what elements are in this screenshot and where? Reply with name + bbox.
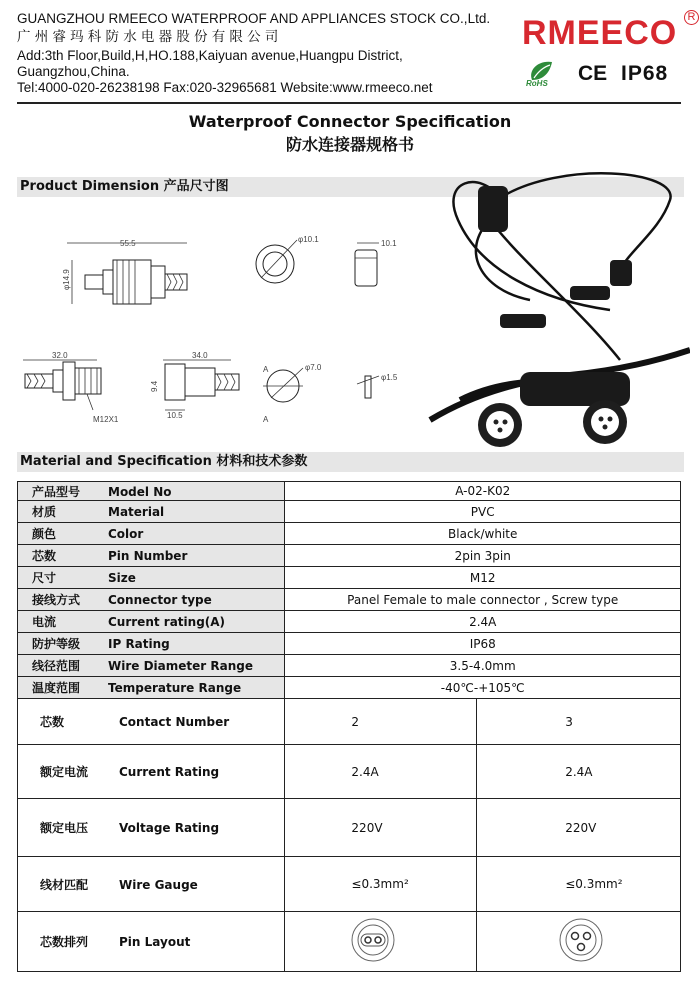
dim-m12x1: M12X1 (93, 415, 119, 424)
dim-34-0: 34.0 (192, 351, 208, 360)
spec-label (18, 589, 285, 611)
pin-label-cn: 芯数排列 (40, 935, 89, 949)
address-line-2: Guangzhou,China. (17, 64, 130, 79)
spec-value: 2.4A (285, 611, 681, 633)
pin-value-3pin (477, 912, 681, 972)
dimension-drawings (17, 200, 417, 440)
spec-label (18, 501, 285, 523)
cap-view (355, 239, 397, 286)
pin-value-3pin: 220V (477, 799, 681, 857)
spec-row (18, 501, 681, 523)
section-a-top: A (263, 365, 269, 374)
spec-row (18, 482, 681, 501)
spec-label (18, 611, 285, 633)
spec-label (18, 482, 285, 501)
pin-row (18, 745, 681, 799)
pin-label (18, 912, 285, 972)
spec-label-en: IP Rating (108, 637, 170, 651)
spec-label-cn: 温度范围 (32, 681, 81, 695)
spec-label-en: Color (108, 527, 144, 541)
ce-mark: CE (578, 62, 608, 85)
section-dimension: Product Dimension 产品尺寸图 (17, 177, 684, 197)
dim-9-4: 9.4 (150, 380, 159, 392)
pin-label-en: Current Rating (119, 765, 220, 779)
spec-label-cn: 接线方式 (32, 593, 81, 607)
ip68-mark: IP68 (621, 62, 669, 85)
spec-label-cn: 材质 (32, 505, 57, 519)
registered-mark: R (684, 10, 699, 25)
spec-value: PVC (285, 501, 681, 523)
dim-10-5: 10.5 (167, 411, 183, 420)
spec-label-cn: 芯数 (32, 549, 57, 563)
contact-line: Tel:4000-020-26238198 Fax:020-32965681 Website:www.rmeeco.net (17, 80, 433, 95)
section-a-bottom: A (263, 415, 269, 424)
spec-value: A-02-K02 (285, 482, 681, 501)
pin-label (18, 799, 285, 857)
doc-title-cn: 防水连接器规格书 (285, 135, 414, 154)
rohs-label: RoHS (526, 79, 548, 88)
pin-value-3pin: 2.4A (477, 745, 681, 799)
spec-label-en: Size (108, 571, 136, 585)
spec-label-en: Wire Diameter Range (108, 659, 253, 673)
spec-label (18, 655, 285, 677)
doc-title-en: Waterproof Connector Specification (188, 112, 512, 131)
spec-value: 2pin 3pin (285, 545, 681, 567)
pin-row (18, 699, 681, 745)
pin-label-en: Voltage Rating (119, 821, 220, 835)
dim-7-0: φ7.0 (305, 363, 322, 372)
product-photo (420, 160, 690, 460)
spec-value: M12 (285, 567, 681, 589)
spec-row (18, 611, 681, 633)
spec-table (17, 481, 681, 972)
spec-label-cn: 电流 (32, 615, 57, 629)
pin-label-cn: 芯数 (40, 715, 65, 729)
dim-32-0: 32.0 (52, 351, 68, 360)
spec-value: 3.5-4.0mm (285, 655, 681, 677)
spec-row (18, 655, 681, 677)
spec-label-cn: 尺寸 (32, 571, 57, 585)
spec-label-cn: 产品型号 (32, 484, 81, 499)
three-pin-layout-icon (555, 917, 607, 963)
company-logo (522, 11, 696, 53)
pin-value-3pin: 3 (477, 699, 681, 745)
pin-label-en: Pin Layout (119, 935, 191, 949)
spec-row (18, 545, 681, 567)
pin-row (18, 857, 681, 912)
side-view-full (62, 239, 187, 304)
spec-label-en: Pin Number (108, 549, 188, 563)
pin-label-en: Contact Number (119, 715, 230, 729)
rohs-icon (524, 58, 560, 90)
panel-female-view (23, 351, 119, 424)
spec-label (18, 523, 285, 545)
dim-1-5: φ1.5 (381, 373, 398, 382)
dim-55-5: 55.5 (120, 239, 136, 248)
end-view-circle (256, 235, 319, 283)
pin-value-2pin: 2.4A (285, 745, 477, 799)
pin-value-2pin: 2 (285, 699, 477, 745)
male-plug-view (150, 351, 239, 420)
spec-row (18, 523, 681, 545)
spec-value: Panel Female to male connector , Screw type (285, 589, 681, 611)
pin-label-cn: 线材匹配 (40, 877, 89, 892)
header-divider (17, 102, 681, 104)
spec-label-cn: 颜色 (32, 527, 57, 541)
pin-value-2pin: ≤0.3mm² (285, 857, 477, 912)
spec-label-en: Material (108, 505, 165, 519)
spec-label (18, 567, 285, 589)
spec-row (18, 677, 681, 699)
spec-value: Black/white (285, 523, 681, 545)
pin-label-cn: 额定电流 (40, 765, 89, 779)
pin-row (18, 912, 681, 972)
company-name-en: GUANGZHOU RMEECO WATERPROOF AND APPLIANCES STOCK CO.,Ltd. (17, 11, 491, 26)
spec-label-cn: 线径范围 (32, 659, 81, 673)
pin-label (18, 699, 285, 745)
spec-label (18, 545, 285, 567)
dim-10-1: 10.1 (381, 239, 397, 248)
pin-label-en: Wire Gauge (119, 877, 198, 892)
spec-label (18, 677, 285, 699)
logo-text: RMEECO (522, 14, 678, 52)
pin-label-cn: 额定电压 (40, 821, 89, 835)
address-line-1: Add:3th Floor,Build,H,HO.188,Kaiyuan avenue,Huangpu District, (17, 48, 403, 63)
spec-label (18, 633, 285, 655)
pin-value-2pin: 220V (285, 799, 477, 857)
company-name-cn: 广州睿玛科防水电器股份有限公司 (17, 29, 283, 44)
spec-label-en: Model No (108, 484, 172, 499)
dim-10-1-dia: φ10.1 (298, 235, 319, 244)
spec-row (18, 567, 681, 589)
pin-value-3pin: ≤0.3mm² (477, 857, 681, 912)
pin-label (18, 745, 285, 799)
spec-label-cn: 防护等级 (32, 637, 81, 651)
spec-row (18, 633, 681, 655)
pin-value-2pin (285, 912, 477, 972)
two-pin-layout-icon (347, 917, 399, 963)
spec-label-en: Connector type (108, 593, 212, 607)
spec-value: IP68 (285, 633, 681, 655)
spec-label-en: Current rating(A) (108, 615, 226, 629)
section-material: Material and Specification 材料和技术参数 (17, 452, 684, 472)
pin-row (18, 799, 681, 857)
pin-view (357, 373, 398, 398)
dim-14-9: φ14.9 (62, 269, 71, 290)
spec-row (18, 589, 681, 611)
spec-label-en: Temperature Range (108, 681, 242, 695)
spec-value: -40℃-+105℃ (285, 677, 681, 699)
section-a-view (263, 363, 322, 424)
pin-label (18, 857, 285, 912)
